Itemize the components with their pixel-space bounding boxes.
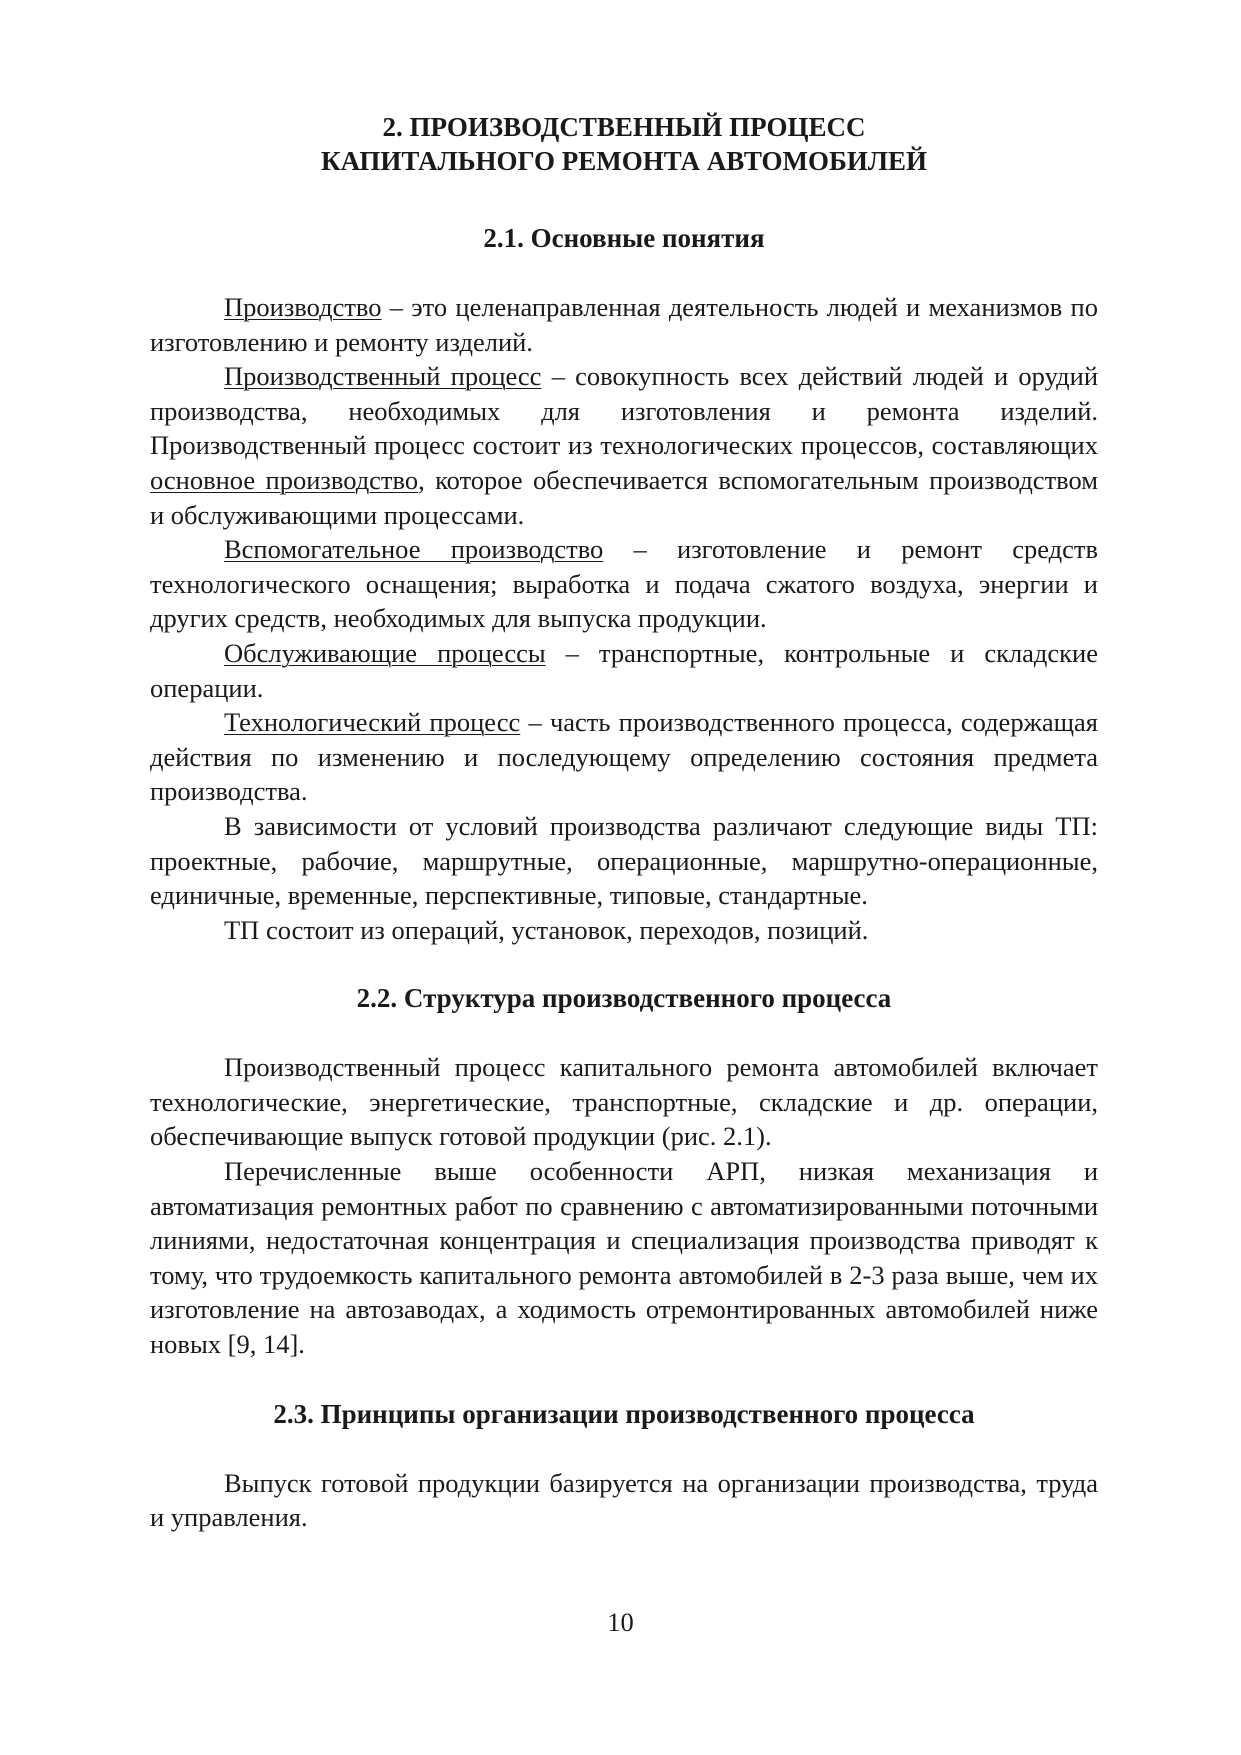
definition-auxiliary-production: – изготовление и ремонт средств технологического оснащения; выработка и подача сжатого воздуха, энергии и других средств, необходимых для выпуска продукции.	[150, 534, 1098, 634]
paragraph-principles-1: Выпуск готовой продукции базируется на организации производства, труда и управления.	[150, 1467, 1098, 1533]
chapter-title-line-1: 2. ПРОИЗВОДСТВЕННЫЙ ПРОЦЕСС	[382, 112, 866, 142]
definition-service-processes: – транспортные, контрольные и складские операции.	[150, 637, 1098, 703]
paragraph-structure-1: Производственный процесс капитального ремонта автомобилей включает технологические, энергетические, транспортные, складские и др. операции, обеспечивающие выпуск готовой продукции (рис. 2.1).	[150, 1052, 1098, 1152]
term-auxiliary-production: Вспомогательное производство	[224, 534, 604, 565]
section-heading-2-2: 2.2. Структура производственного процесса	[356, 983, 892, 1014]
section-heading-2-1: 2.1. Основные понятия	[483, 223, 765, 253]
paragraph-structure-2: Перечисленные выше особенности АРП, низкая механизация и автоматизация ремонтных работ по сравнению с автоматизированными поточными линиями, недостаточная концентрация и специализация производства приводят к тому, что трудоемкость капитального ремонта автомобилей в 2-3 раза выше, чем их изготовление на автозаводах, а ходимость отремонтированных автомобилей ниже новых [9, 14].	[150, 1156, 1098, 1360]
term-production: Производство	[224, 292, 382, 322]
paragraph-service-processes	[150, 636, 1098, 705]
paragraph-production-process	[150, 359, 1098, 532]
chapter-title	[150, 110, 1098, 178]
term-main-production: основное производство	[150, 464, 419, 495]
term-technological-process: Технологический процесс	[224, 707, 521, 738]
term-production-process: Производственный процесс	[224, 361, 542, 392]
paragraph-technological-process	[150, 705, 1098, 809]
definition-production: – это целенаправленная деятельность людей и механизмов по изготовлению и ремонту изделий.	[150, 292, 1098, 357]
page-number: 10	[607, 1607, 634, 1637]
paragraph-tp-composition: ТП состоит из операций, установок, переходов, позиций.	[224, 914, 869, 945]
definition-production-process-a: – совокупность всех действий людей и орудий производства, необходимых для изготовления и ремонта изделий. Производственный процесс состоит из технологических процессов, составляющих	[150, 361, 1098, 461]
paragraph-auxiliary-production	[150, 532, 1098, 636]
paragraph-production	[150, 290, 1098, 359]
paragraph-tp-types: В зависимости от условий производства различают следующие виды ТП: проектные, рабочие, маршрутные, операционные, маршрутно-операционные, единичные, временные, перспективные, типовые, стандартные.	[150, 810, 1098, 911]
term-service-processes: Обслуживающие процессы	[224, 637, 546, 668]
definition-production-process-b: , которое обеспечивается вспомогательным производством и обслуживающими процессами.	[150, 464, 1098, 530]
definition-technological-process: – часть производственного процесса, содержащая действия по изменению и последующему определению состояния предмета производства.	[150, 707, 1098, 807]
chapter-title-line-2: КАПИТАЛЬНОГО РЕМОНТА АВТОМОБИЛЕЙ	[321, 146, 927, 176]
section-heading-2-3: 2.3. Принципы организации производственного процесса	[273, 1398, 975, 1429]
